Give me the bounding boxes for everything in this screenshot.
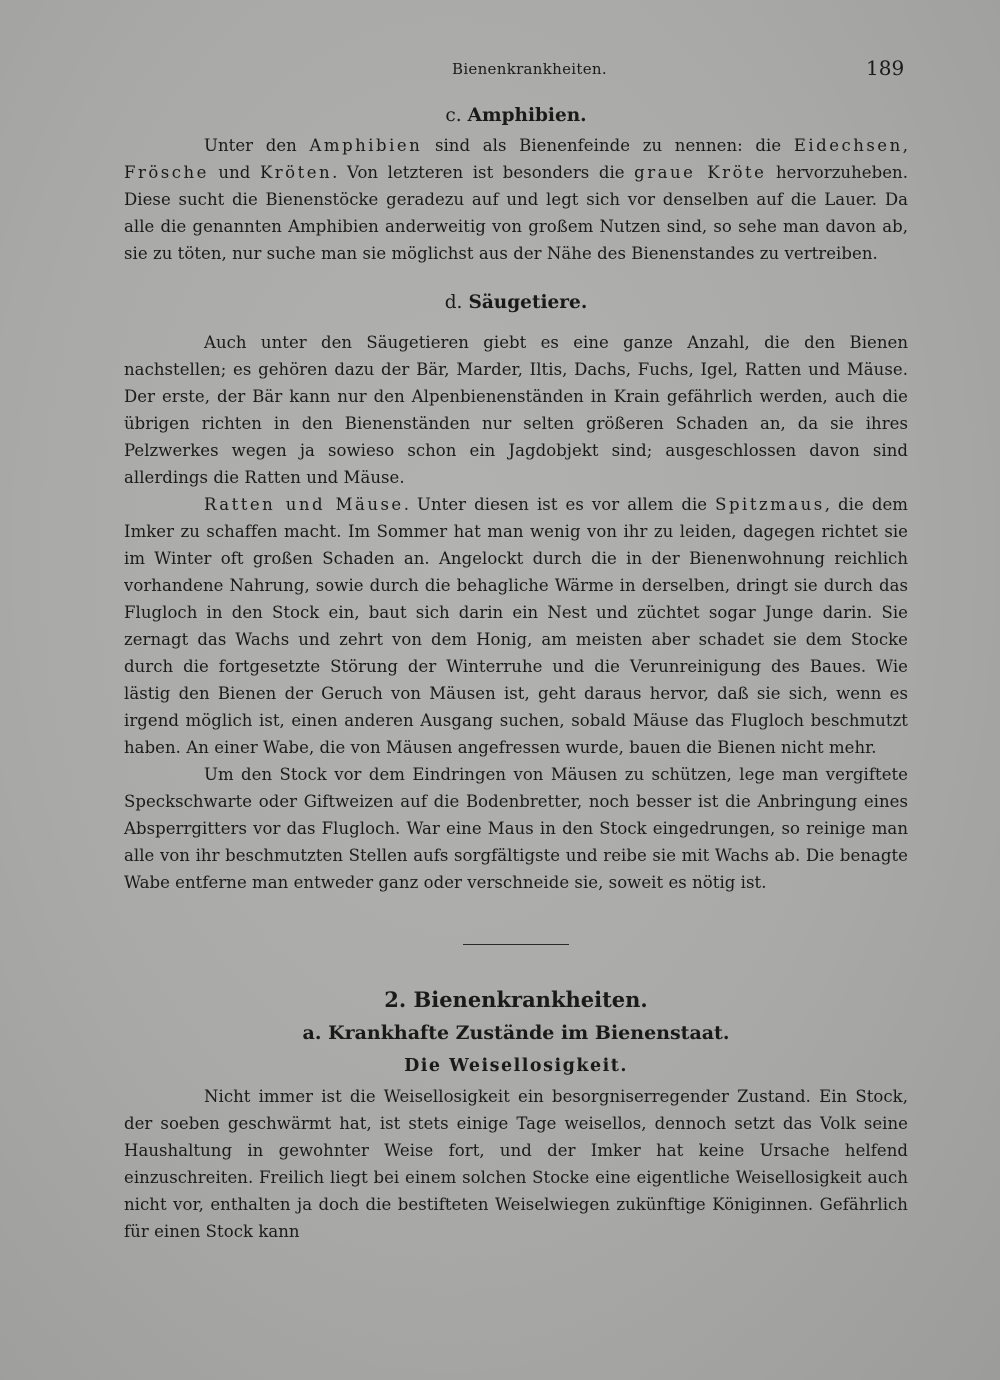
text-run: , — [902, 136, 909, 155]
spaced-term: Kröten — [259, 163, 333, 182]
section-divider — [463, 944, 569, 945]
section-letter: d. — [444, 292, 463, 313]
chapter-heading: 2. Bienenkrankheiten. — [384, 987, 648, 1012]
page-number: 189 — [866, 56, 905, 80]
text-run: , die dem Imker zu schaffen macht. Im Sommer hat man wenig von ihr zu leiden, dagegen richtet sie im Winter oft großen Schaden an. Angelockt durch die in der Bienenwohnung reichlich vorhandene Nahrung, sowie durch die behagliche Wärme in derselben, dringt sie durch das Flugloch in den Stock ein, baut sich darin ein Nest und züchtet sogar Junge darin. Sie zernagt das Wachs und zehrt von dem Honig, am meisten aber schadet sie dem Stocke durch die fortgesetzte Störung der Winterruhe und die Verunreinigung des Baues. Wie lästig den Bienen der Geruch von Mäusen ist, geht daraus hervor, daß sie sich, wenn es irgend möglich ist, einen anderen Ausgang suchen, sobald Mäuse das Flugloch beschmutzt haben. An einer Wabe, die von Mäusen angefressen wurde, bauen die Bienen nicht mehr. — [124, 495, 908, 757]
chapter-subheading: a. Krankhafte Zustände im Bienenstaat. — [302, 1022, 730, 1044]
section-heading-amphibien — [124, 100, 908, 132]
spaced-term: Spitzmaus — [715, 495, 825, 514]
spaced-term: graue Kröte — [634, 163, 767, 182]
paragraph-weisellosigkeit: Nicht immer ist die Weisellosigkeit ein besorgniserregender Zustand. Ein Stock, der soeben geschwärmt hat, ist stets einige Tage weisellos, dennoch setzt das Volk seine Haushaltung in gewohnter Weise fort, und der Imker hat keine Ursache helfend einzuschreiten. Freilich liegt bei einem solchen Stocke eine eigentliche Weisellosigkeit auch nicht vor, enthalten ja doch die bestifteten Weiselwiegen zukünftige Königinnen. Gefährlich für einen Stock kann — [124, 1087, 908, 1241]
text-run: und — [208, 163, 260, 182]
paragraph-saeugetiere-intro: Auch unter den Säugetieren giebt es eine ganze Anzahl, die den Bienen nachstellen; es gehören dazu der Bär, Marder, Iltis, Dachs, Fuchs, Igel, Ratten und Mäuse. Der erste, der Bär kann nur den Alpenbienenständen in Krain gefährlich werden, auch die übrigen richten in den Bienenständen nur selten größeren Schaden an, da sie ihres Pelzwerkes wegen ja sowieso schon ein Jagdobjekt sind; ausgeschlossen davon sind allerdings die Ratten und Mäuse. — [124, 333, 908, 487]
text-run: hervorzuheben. Diese sucht die Bienenstöcke geradezu auf und legt sich vor denselben auf die Lauer. Da alle die genannten Amphibien anderweitig von großem Nutzen sind, so sehe man davon ab, sie zu töten, nur suche man sie möglichst aus der Nähe des Bienenstandes zu vertreiben. — [124, 163, 908, 263]
text-run: Unter den — [204, 136, 310, 155]
running-head — [0, 56, 1000, 86]
page-body — [124, 100, 908, 1245]
spaced-term: Ratten und Mäuse — [204, 495, 404, 514]
paragraph-amphibien — [124, 132, 908, 267]
topic-heading: Die Weisellosigkeit. — [404, 1056, 628, 1076]
text-run: sind als Bienenfeinde zu nennen: die — [422, 136, 794, 155]
text-run: . Von letzteren ist besonders die — [332, 163, 635, 182]
spaced-term: Eidechsen — [793, 136, 903, 155]
paragraph-schutz: Um den Stock vor dem Eindringen von Mäusen zu schützen, lege man vergiftete Speckschwarte oder Giftweizen auf die Bodenbretter, noch besser ist die Anbringung eines Absperrgitters vor das Flugloch. War eine Maus in den Stock eingedrungen, so reinige man alle von ihr beschmutzten Stellen aufs sorgfältigste und reibe sie mit Wachs ab. Die benagte Wabe entferne man entweder ganz oder verschneide sie, soweit es nötig ist. — [124, 765, 908, 892]
paragraph-ratten-maeuse — [124, 491, 908, 761]
section-heading-saeugetiere — [124, 287, 908, 319]
section-title: Amphibien. — [467, 105, 587, 126]
spaced-term: Frösche — [124, 163, 209, 182]
running-title: Bienenkrankheiten. — [452, 60, 607, 78]
section-title: Säugetiere. — [468, 292, 588, 313]
spaced-term: Amphibien — [309, 136, 423, 155]
text-run: . Unter diesen ist es vor allem die — [403, 495, 716, 514]
section-letter: c. — [445, 105, 462, 126]
